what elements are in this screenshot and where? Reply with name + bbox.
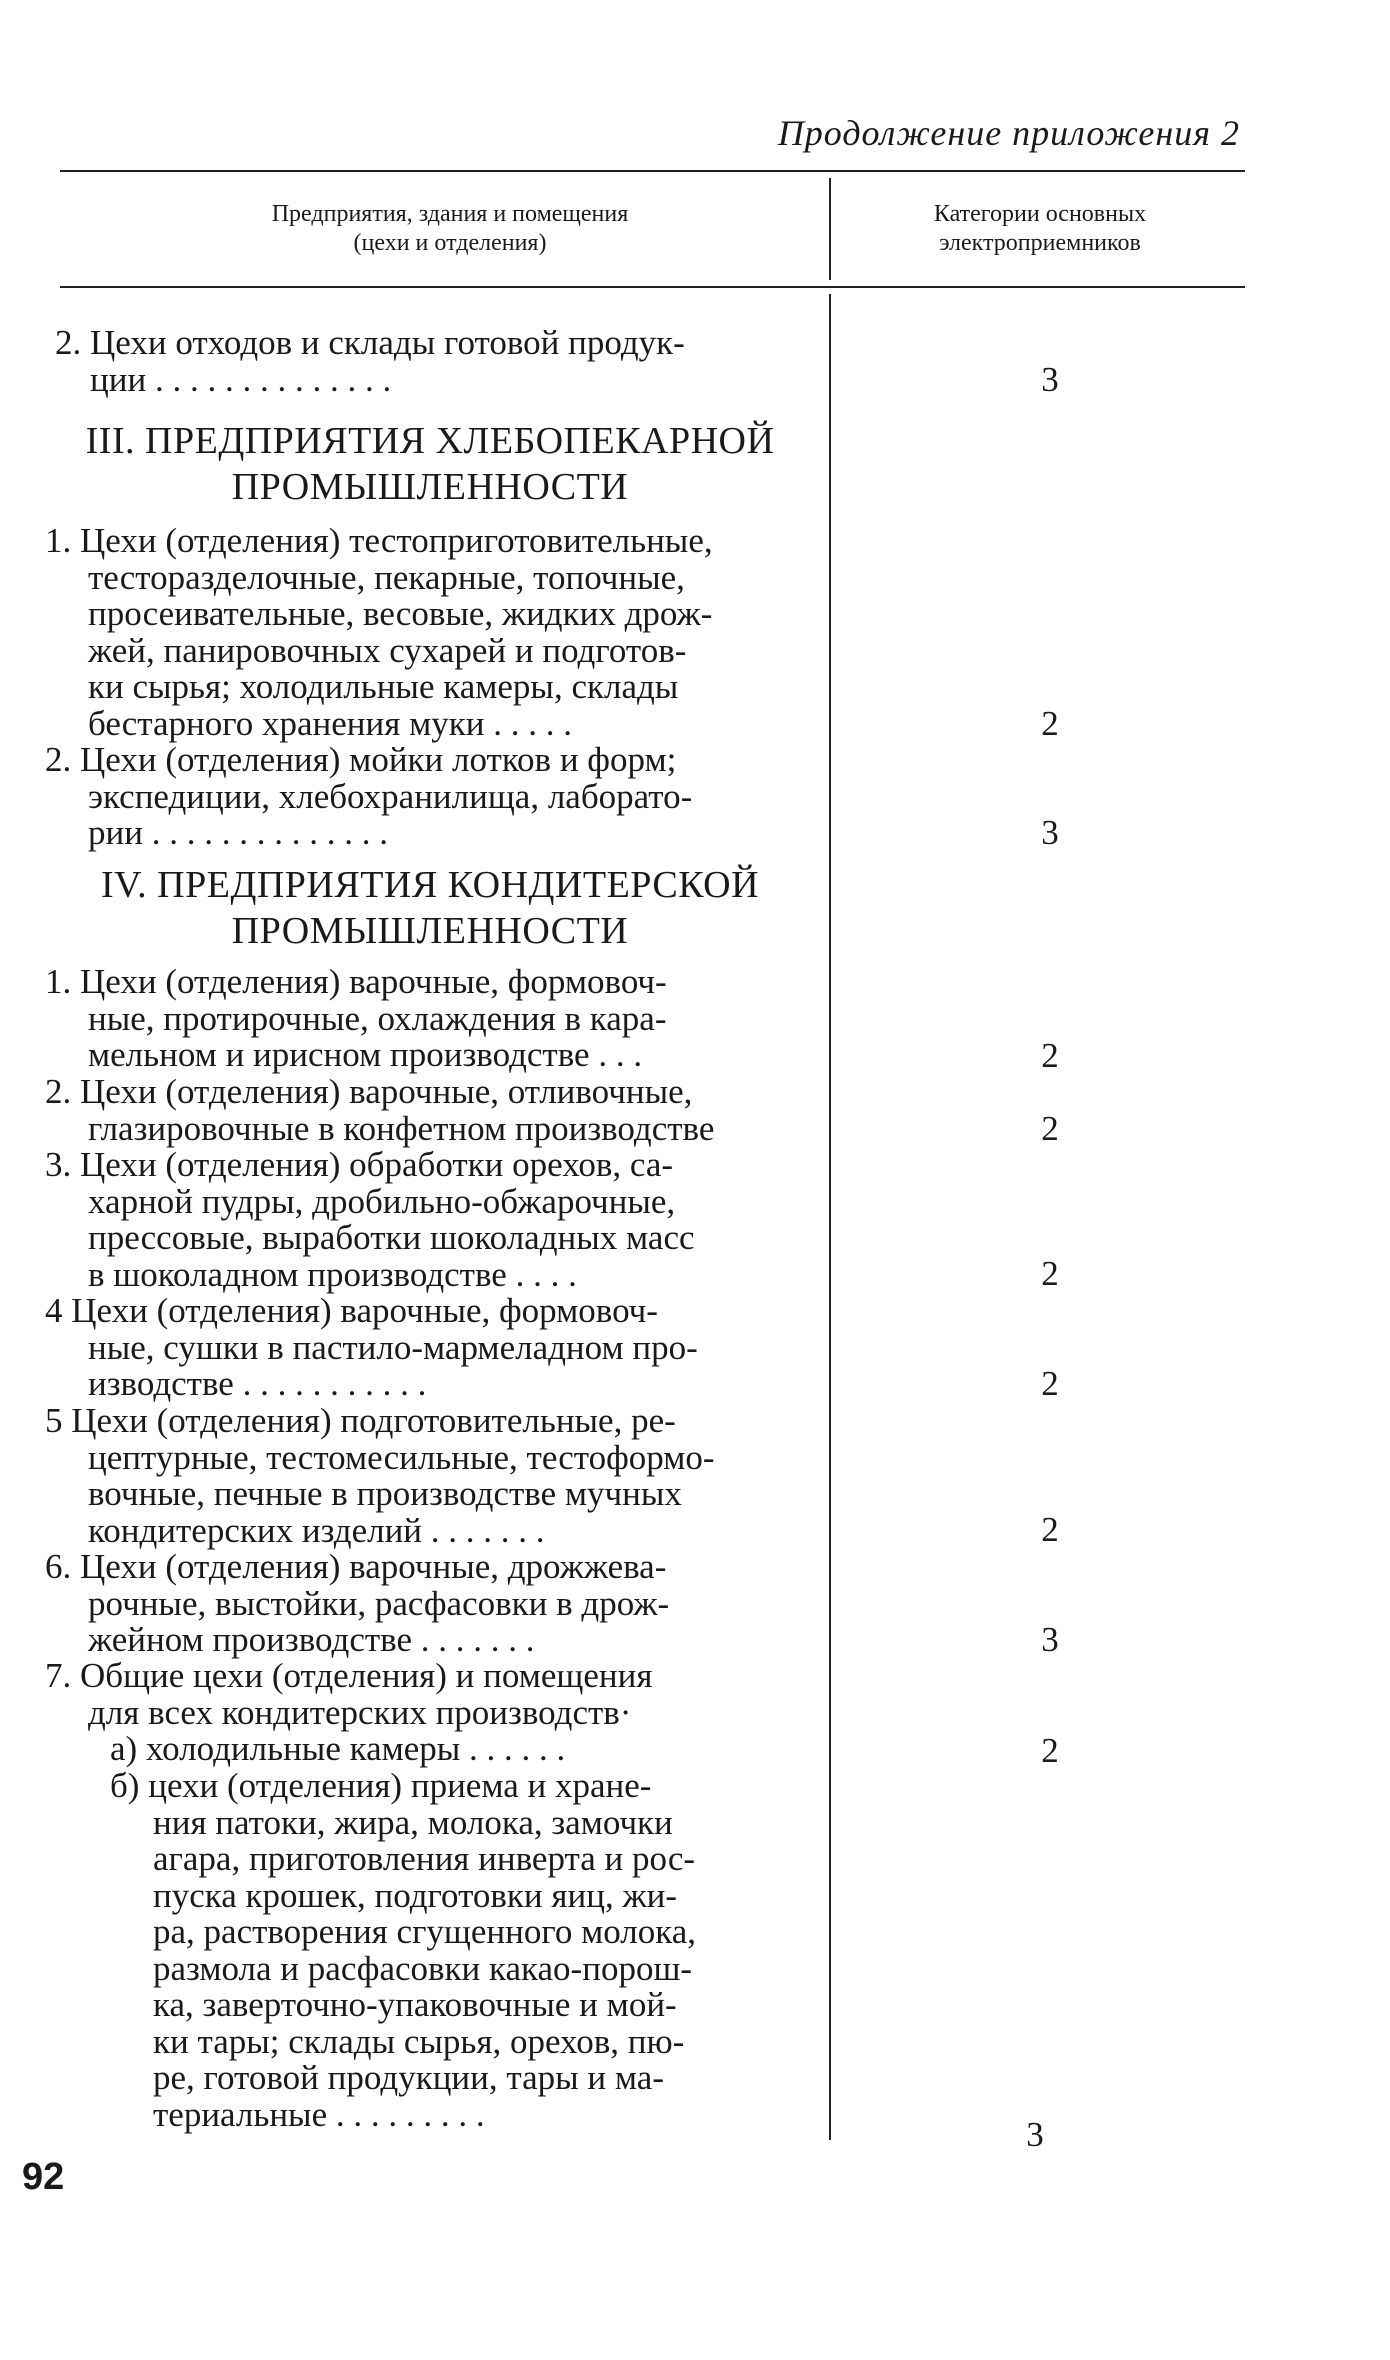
row-text-line: экспедиции, хлебохранилища, лаборато- [88,776,693,816]
row-text-line: пуска крошек, подготовки яиц, жи- [153,1875,678,1915]
row-text-line: кондитерских изделий . . . . . . . [88,1510,545,1550]
row-text-line: ре, готовой продукции, тары и ма- [153,2058,664,2097]
row-text-line: жейном производстве . . . . . . . [88,1620,535,1659]
section-heading-line: III. ПРЕДПРИЯТИЯ ХЛЕБОПЕКАРНОЙ [85,420,775,462]
row-text-line: ра, растворения сгущенного молока, [153,1912,697,1951]
row-text-line: 5 Цехи (отделения) подготовительные, ре- [45,1401,676,1440]
row-confectionery-7a [110,1731,565,1768]
column-header-enterprises-line: Предприятия, здания и помещения [271,201,629,227]
row-confectionery-6 [45,1549,669,1659]
section-heading-confectionery [40,862,820,954]
category-value: 3 [1041,360,1059,399]
row-text-line: вочные, печные в производстве мучных [88,1474,682,1513]
row-text-line: 3. Цехи (отделения) обработки орехов, са- [45,1145,674,1184]
row-text-line: ки сырья; холодильные камеры, склады [88,667,679,706]
row-text-line: в шоколадном производстве . . . . [88,1254,577,1294]
row-text-line: 7. Общие цехи (отделения) и помещения [45,1656,653,1695]
body-column-divider [829,294,831,2140]
row-text-line: прессовые, выработки шоколадных масс [88,1218,695,1257]
row-text-line: териальные . . . . . . . . . [153,2094,485,2134]
row-text-line: 4 Цехи (отделения) варочные, формовоч- [45,1291,658,1330]
column-header-enterprises [100,200,800,258]
table-header-rule [60,286,1245,288]
row-text-line: агара, приготовления инверта и рос- [153,1839,696,1878]
row-text-line: 1. Цехи (отделения) варочные, формовоч- [45,962,667,1001]
category-value: 2 [1041,1364,1059,1403]
category-value: 2 [1041,1510,1059,1549]
category-value: 3 [1026,2115,1044,2154]
row-text-line: б) цехи (отделения) приема и хране- [110,1766,652,1805]
row-text-line: харной пудры, дробильно-обжарочные, [88,1181,676,1221]
page-number: 92 [22,2156,65,2198]
row-text-line: ные, протирочные, охлаждения в кара- [88,998,667,1038]
table-top-rule [60,170,1245,172]
category-value: 2 [1041,1254,1059,1293]
row-text-line: а) холодильные камеры . . . . . . [110,1729,566,1768]
section-heading-line: ПРОМЫШЛЕННОСТИ [231,466,629,508]
row-text-line: изводстве . . . . . . . . . . . [88,1364,427,1403]
category-value: 2 [1041,1109,1059,1148]
row-text-line: размола и расфасовки какао-порош- [153,1948,693,1988]
row-text-line: тесторазделочные, пекарные, топочные, [88,557,685,597]
section-heading-line: IV. ПРЕДПРИЯТИЯ КОНДИТЕРСКОЙ [100,864,760,906]
row-text-line: мельном и ирисном производстве . . . [88,1035,643,1074]
column-header-categories-line: Категории основных [933,201,1147,227]
column-header-categories [845,200,1235,258]
row-text-line: просеивательные, весовые, жидких дрож- [88,594,713,633]
row-text-line: 2. Цехи (отделения) мойки лотков и форм; [45,740,677,779]
row-text-line: ния патоки, жира, молока, замочки [153,1802,673,1842]
continuation-title: Продолжение приложения 2 [777,113,1240,153]
category-value: 3 [1041,813,1059,852]
row-text-line: 2. Цехи отходов и склады готовой продук- [55,323,685,362]
header-column-divider [829,178,831,280]
row-text-line: бестарного хранения муки . . . . . [88,703,573,743]
row-text-line: глазировочные в конфетном производстве [88,1108,715,1148]
row-confectionery-5 [45,1403,715,1549]
row-text-line: рии . . . . . . . . . . . . . . [88,813,388,852]
row-text-line: ции . . . . . . . . . . . . . . [90,359,392,399]
row-confectionery-2 [45,1074,714,1147]
row-confectionery-4 [45,1293,698,1403]
row-text-line: ки тары; склады сырья, орехов, пю- [153,2021,685,2061]
section-heading-bakery [40,418,820,510]
column-header-categories-line: электроприемников [939,230,1141,256]
row-text-line: жей, панировочных сухарей и подготов- [88,630,687,670]
row-text-line: 1. Цехи (отделения) тестоприготовительные, [45,521,713,560]
row-text-line: цептурные, тестомесильные, тестоформо- [88,1437,715,1477]
category-value: 2 [1041,704,1059,743]
row-text-line: ные, сушки в пастило-мармеладном про- [88,1327,698,1367]
row-confectionery-3 [45,1147,695,1293]
row-waste-shops [55,325,685,398]
category-value: 2 [1041,1036,1059,1075]
section-heading-line: ПРОМЫШЛЕННОСТИ [231,910,629,952]
row-confectionery-1 [45,964,667,1074]
category-value: 3 [1041,1620,1059,1659]
row-bakery-1 [45,523,713,742]
row-text-line: ка, заверточно-упаковочные и мой- [153,1985,677,2024]
row-text-line: 2. Цехи (отделения) варочные, отливочные, [45,1072,693,1111]
row-text-line: 6. Цехи (отделения) варочные, дрожжева- [45,1547,667,1586]
row-confectionery-7b [110,1768,696,2133]
row-text-line: рочные, выстойки, расфасовки в дрож- [88,1583,670,1623]
row-bakery-2 [45,742,692,852]
column-header-enterprises-line: (цехи и отделения) [353,230,547,256]
row-confectionery-7 [45,1658,652,1731]
category-value: 2 [1041,1731,1059,1770]
row-text-line: для всех кондитерских производств· [88,1692,632,1732]
